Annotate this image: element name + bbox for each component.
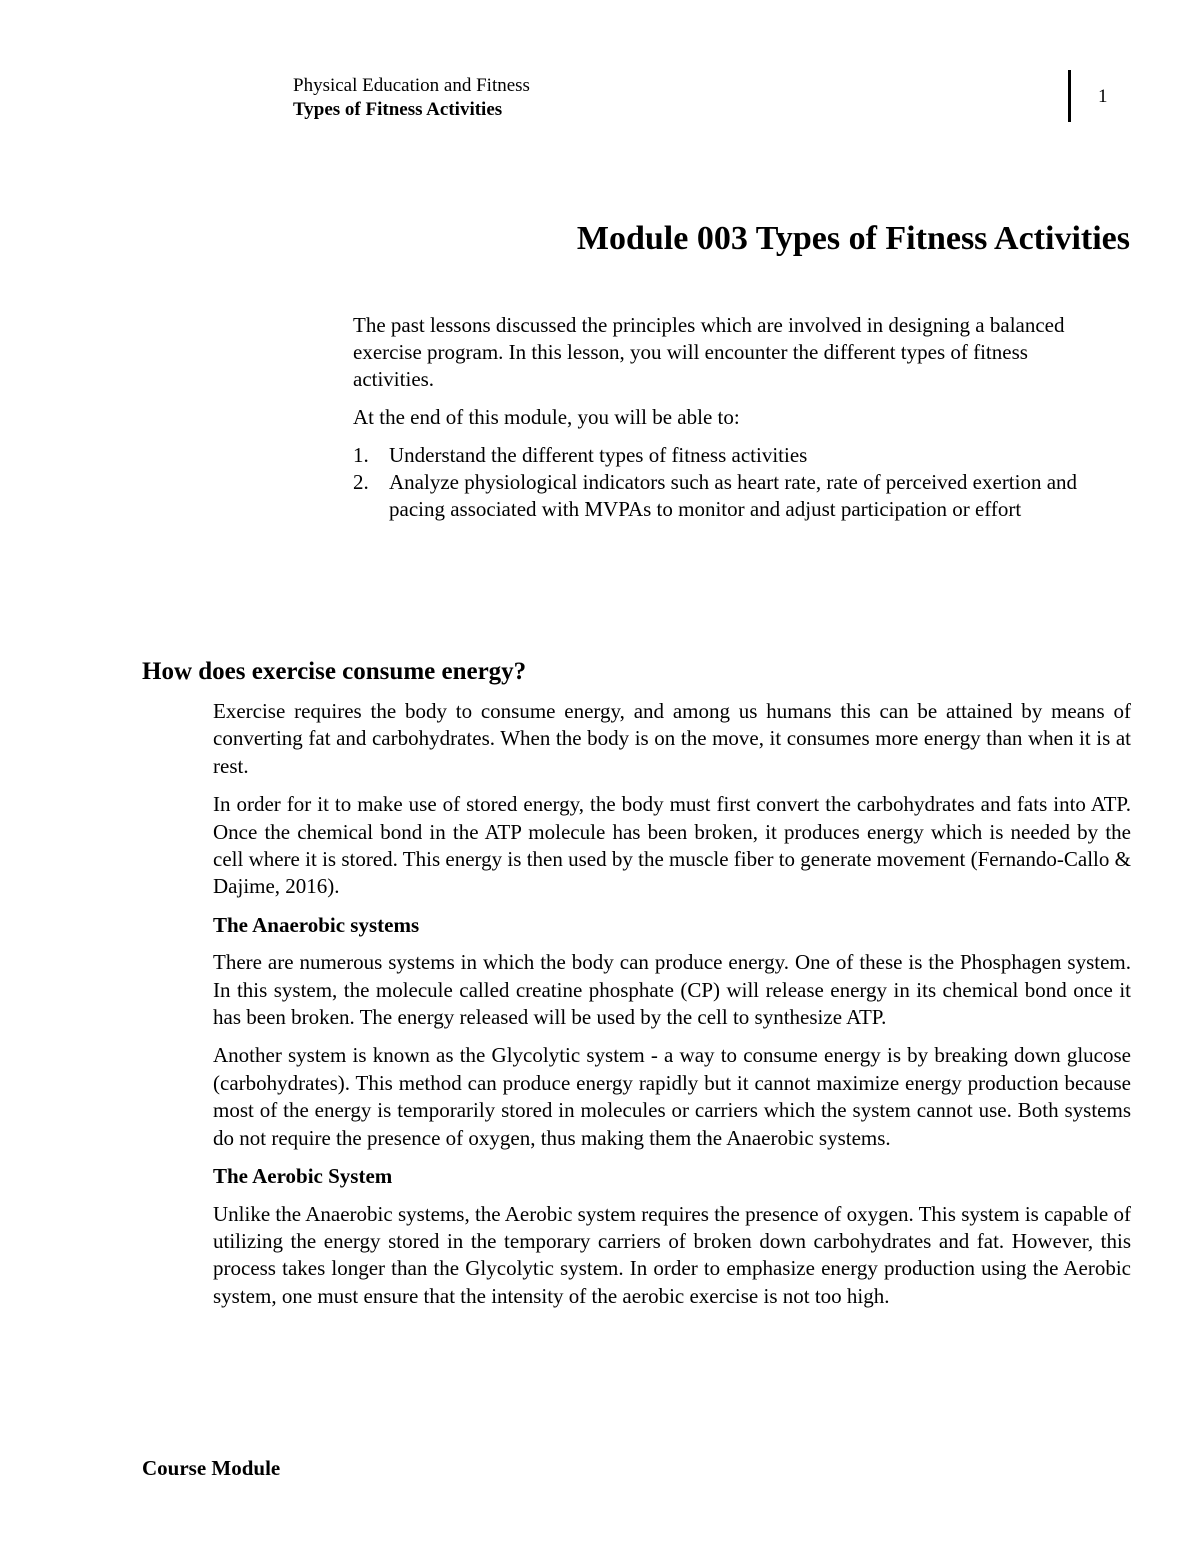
objective-item [353,469,1113,523]
objective-number: 2. [353,470,369,494]
section-body [213,698,1131,1321]
objective-number: 1. [353,443,369,467]
objectives-list [353,442,1113,523]
paragraph-atp: In order for it to make use of stored energy, the body must first convert the carbohydrates and fats into ATP. Once the chemical bond in the ATP molecule has been broken, it produces energy which is needed by the cell where it is stored. This energy is then used by the muscle fiber to generate movement (Fernando-Callo & Dajime, 2016). [213,792,1131,899]
header-topic: Types of Fitness Activities [293,99,503,120]
intro-paragraph: The past lessons discussed the principles which are involved in designing a balanced exercise program. In this lesson, you will encounter the different types of fitness activities. [353,313,1065,391]
running-header [293,74,530,122]
anaerobic-heading: The Anaerobic systems [213,912,420,937]
aerobic-heading: The Aerobic System [213,1164,393,1189]
header-course: Physical Education and Fitness [293,75,530,96]
section-heading: How does exercise consume energy? [142,658,527,685]
module-title: Module 003 Types of Fitness Activities [576,220,1130,257]
paragraph-glycolytic: Another system is known as the Glycolytic system - a way to consume energy is by breaking down glucose (carbohydrates). This method can produce energy rapidly but it cannot maximize energy production because most of the energy is temporarily stored in molecules or carriers which the system cannot use. Both systems do not require the presence of oxygen, thus making them the Anaerobic systems. [213,1043,1131,1150]
paragraph-phosphagen: There are numerous systems in which the body can produce energy. One of these is the Phosphagen system. In this system, the molecule called creatine phosphate (CP) will release energy in its chemical bond once it has been broken. The energy released will be used by the cell to synthesize ATP. [213,950,1131,1030]
objective-text: Analyze physiological indicators such as heart rate, rate of perceived exertion and pacing associated with MVPAs to monitor and adjust participation or effort [389,470,1078,521]
paragraph-aerobic: Unlike the Anaerobic systems, the Aerobic system requires the presence of oxygen. This system is capable of utilizing the energy stored in the temporary carriers of broken down carbohydrates and fat. However, this process takes longer than the Glycolytic system. In order to emphasize energy production using the Aerobic system, one must ensure that the intensity of the aerobic exercise is not too high. [213,1201,1131,1308]
intro-section [353,312,1113,523]
footer-label: Course Module [142,1456,281,1480]
paragraph-energy-intro: Exercise requires the body to consume energy, and among us humans this can be attained by means of converting fat and carbohydrates. When the body is on the move, it consumes more energy than when it is at rest. [213,699,1131,778]
header-divider [1068,70,1071,122]
page-number: 1 [1098,86,1108,107]
objective-item [353,442,1113,469]
objective-text: Understand the different types of fitness activities [389,443,808,467]
objectives-lead: At the end of this module, you will be able to: [353,405,740,429]
